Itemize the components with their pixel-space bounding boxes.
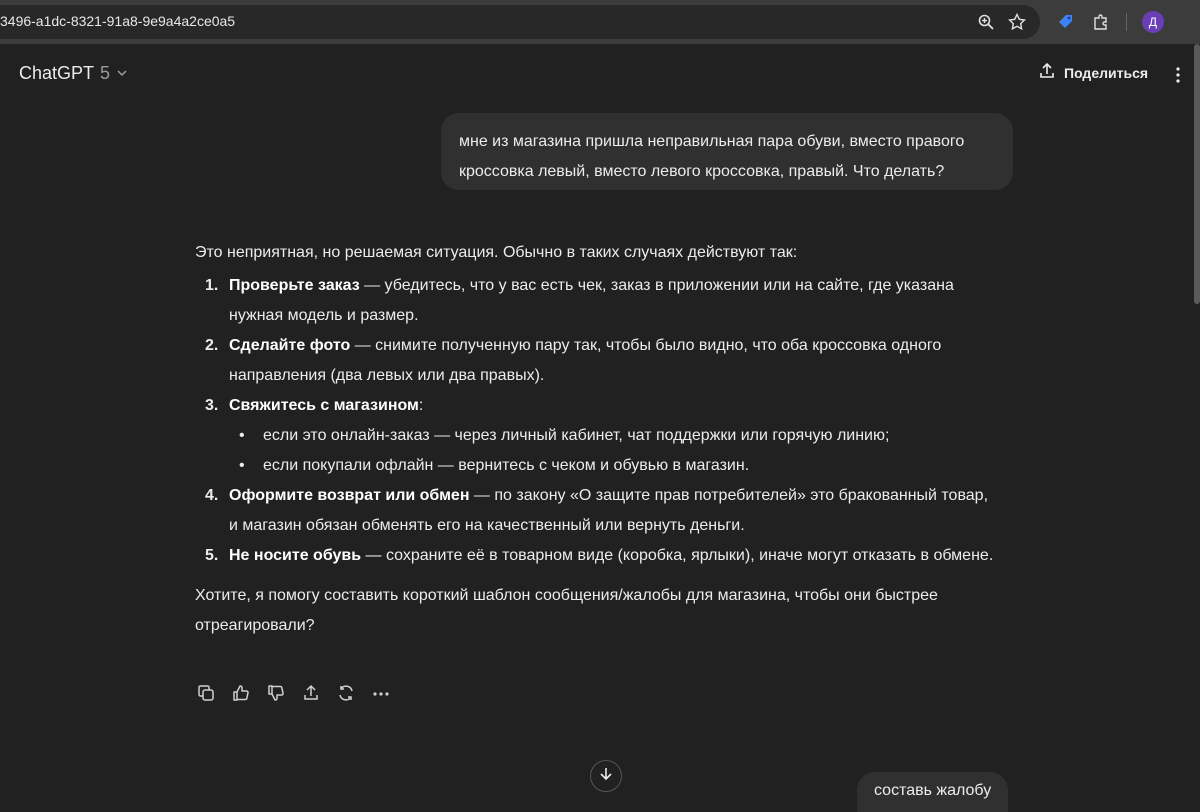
step-number: 3.	[205, 397, 219, 414]
chevron-down-icon	[116, 63, 128, 84]
share-button[interactable]	[1038, 62, 1148, 83]
scrollbar[interactable]	[1194, 44, 1200, 304]
star-icon[interactable]	[1006, 11, 1028, 33]
upload-icon	[1038, 62, 1056, 83]
step-title: Свяжитесь с магазином	[229, 397, 419, 414]
user-message: мне из магазина пришла неправильная пара обуви, вместо правого кроссовка левый, вместо левого кроссовка, правый. Что делать?	[441, 113, 1013, 190]
share-label: Поделиться	[1064, 64, 1149, 81]
list-item	[229, 451, 995, 481]
zoom-icon[interactable]	[975, 11, 997, 33]
assistant-message	[195, 238, 995, 641]
puzzle-icon[interactable]	[1090, 11, 1112, 33]
step-number: 2.	[205, 337, 219, 354]
list-item	[195, 481, 995, 541]
answer-closing: Хотите, я помогу составить короткий шаблон сообщения/жалобы для магазина, чтобы они быстрее отреагировали?	[195, 587, 938, 634]
step-text: — по закону «О защите прав потребителей» это бракованный товар, и магазин обязан обменять его на качественный или вернуть деньги.	[229, 487, 989, 534]
step-number: 5.	[205, 547, 219, 564]
bullet: •	[239, 457, 245, 474]
step-text: :	[418, 397, 424, 414]
step-text: — сохраните её в товарном виде (коробка, ярлыки), иначе могут отказать в обмене.	[361, 547, 994, 564]
list-item	[195, 271, 995, 331]
thumbs-up-icon[interactable]	[230, 682, 252, 704]
list-item	[229, 421, 995, 451]
share-icon[interactable]	[300, 682, 322, 704]
header-more-button[interactable]	[1170, 66, 1186, 89]
browser-toolbar	[0, 0, 1200, 44]
more-vertical-icon	[1170, 71, 1186, 88]
scroll-down-button[interactable]	[590, 760, 622, 792]
substeps-list	[229, 421, 995, 481]
step-number: 4.	[205, 487, 219, 504]
extension-tag-icon[interactable]	[1055, 11, 1077, 33]
model-version: 5	[100, 63, 111, 83]
suggestion-chip[interactable]: составь жалобу	[857, 772, 1008, 812]
url-text: 3496-a1dc-8321-91a8-9e9a4a2ce0a5	[0, 13, 236, 29]
step-title: Не носите обувь	[229, 547, 362, 564]
step-number: 1.	[205, 277, 219, 294]
address-bar[interactable]	[0, 5, 1040, 39]
step-title: Оформите возврат или обмен	[229, 487, 470, 504]
profile-avatar[interactable]: Д	[1142, 11, 1164, 33]
app-name: ChatGPT	[19, 63, 95, 83]
list-item	[195, 331, 995, 391]
step-title: Сделайте фото	[229, 337, 351, 354]
toolbar-divider	[1126, 13, 1127, 31]
more-icon[interactable]	[370, 682, 392, 704]
list-item	[195, 541, 995, 571]
arrow-down-icon	[598, 766, 614, 787]
message-actions	[195, 682, 392, 704]
step-text: — снимите полученную пару так, чтобы было видно, что оба кроссовка одного направления (два левых или два правых).	[229, 337, 942, 384]
list-item	[195, 391, 995, 481]
substep-text: если покупали офлайн — вернитесь с чеком и обувью в магазин.	[263, 457, 750, 474]
model-selector[interactable]	[19, 63, 128, 84]
substep-text: если это онлайн-заказ — через личный кабинет, чат поддержки или горячую линию;	[263, 427, 890, 444]
step-text: — убедитесь, что у вас есть чек, заказ в приложении или на сайте, где указана нужная модель и размер.	[229, 277, 954, 324]
steps-list	[195, 271, 995, 571]
bullet: •	[239, 427, 245, 444]
answer-intro: Это неприятная, но решаемая ситуация. Обычно в таких случаях действуют так:	[195, 244, 798, 261]
step-title: Проверьте заказ	[229, 277, 360, 294]
copy-icon[interactable]	[195, 682, 217, 704]
thumbs-down-icon[interactable]	[265, 682, 287, 704]
regenerate-icon[interactable]	[335, 682, 357, 704]
